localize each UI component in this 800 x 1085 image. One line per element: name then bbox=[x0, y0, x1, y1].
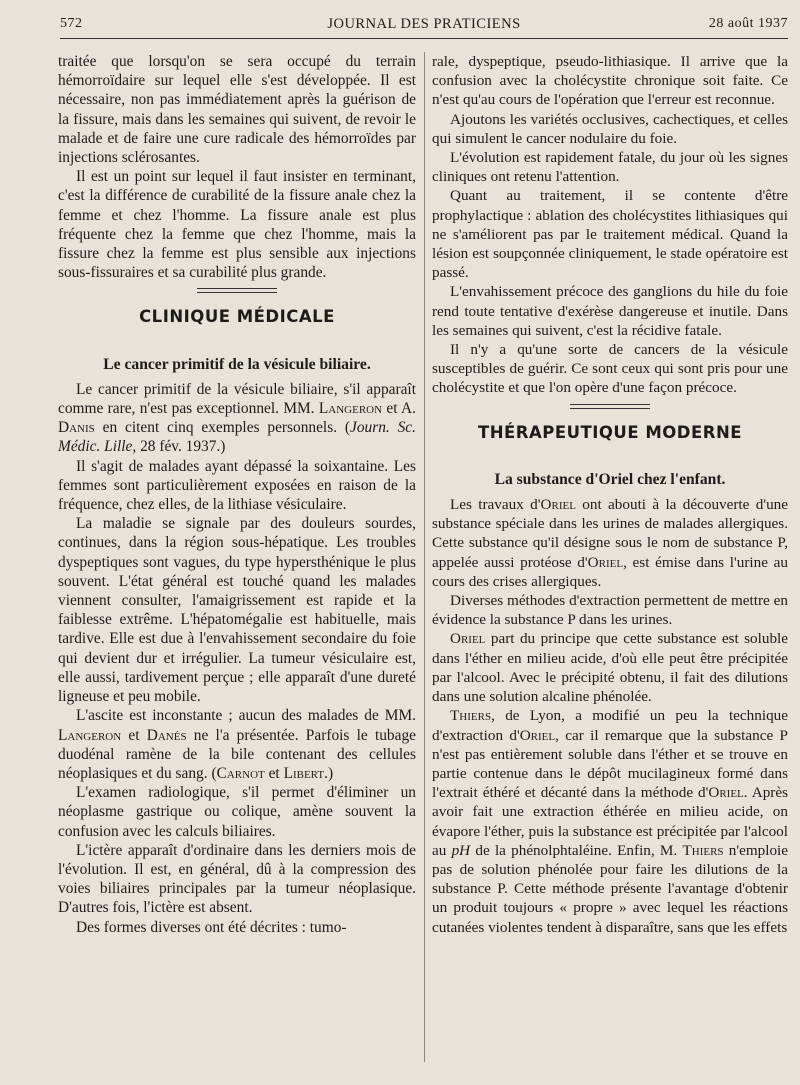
paragraph: Quant au traitement, il se contente d'être prophylactique : ablation des cholécystites lithiasiques qui ne s'améliorent pas par le traitement médical. Quand la lésion est soupçonnée cliniquement, le stade opératoire est passé. bbox=[432, 187, 788, 282]
author-name: Oriel bbox=[519, 726, 556, 744]
paragraph: Il n'y a qu'une sorte de cancers de la vésicule susceptibles de guérir. Ce sont ceux qui sont pris pour une cholécystite et que l'on opère d'une façon précoce. bbox=[432, 341, 788, 397]
author-name: Oriel bbox=[708, 784, 744, 802]
article-title-cancer: Le cancer primitif de la vésicule biliaire. bbox=[103, 355, 371, 373]
left-column bbox=[58, 52, 416, 937]
paragraph: La maladie se signale par des douleurs sourdes, continues, dans la région sous-hépatique. Les troubles dyspeptiques sont vagues, du type hypersthénique le plus souvent. L'état général est touché quand les malades viennent consulter, l'amaigrissement est rapide et la faiblesse extrême. L'hépatomégalie est habituelle, mais tardive. Elle est due à l'envahissement secondaire du foie qui devient dur et irrégulier. La tumeur vésiculaire est, elle aussi, tardivement perçue ; elle apparaît d'une dureté ligneuse et peu mobile. bbox=[58, 515, 416, 706]
paragraph: Ajoutons les variétés occlusives, cachectiques, et celles qui simulent le cancer nodulaire du foie. bbox=[432, 110, 788, 147]
section-title-clinique: CLINIQUE MÉDICALE bbox=[139, 307, 335, 327]
separator-rule bbox=[570, 404, 650, 409]
paragraph: Il s'agit de malades ayant dépassé la soixantaine. Les femmes sont particulièrement exposées en raison de la fréquence, chez elles, de la lithiase vésiculaire. bbox=[58, 457, 416, 514]
journal-citation: Journ. Sc. Médic. Lille, bbox=[58, 419, 416, 456]
paragraph: rale, dyspeptique, pseudo-lithiasique. Il arrive que la confusion avec la cholécystite chronique soit faite. Ce n'est qu'au cours de l'opération que l'erreur est reconnue. bbox=[432, 53, 788, 109]
paragraph: L'envahissement précoce des ganglions du hile du foie rend toute tentative d'exérèse dangereuse et inutile. Dans les semaines qui suivent, c'est la récidive fatale. bbox=[432, 283, 788, 339]
author-name: Langeron bbox=[318, 400, 383, 418]
author-name: Oriel bbox=[450, 630, 486, 648]
separator-rule bbox=[197, 288, 277, 293]
paragraph: Des formes diverses ont été décrites : tumo- bbox=[76, 918, 347, 936]
ph-symbol: pH bbox=[451, 841, 471, 859]
author-name: Oriel bbox=[587, 553, 624, 571]
paragraph: L'évolution est rapidement fatale, du jour où les signes cliniques ont retenu l'attention. bbox=[432, 149, 788, 186]
paragraph: Les travaux d'Oriel ont abouti à la découverte d'une substance spéciale dans les urines de malades allergiques. Cette substance qu'il désigne sous le nom de substance P, appelée aussi protéose d'Oriel, est émise dans l'urine au cours des crises allergiques. bbox=[432, 496, 788, 590]
author-name: Langeron bbox=[58, 726, 122, 744]
paragraph: Oriel part du principe que cette substance est soluble dans l'éther en milieu acide, d'où elle peut être précipitée par l'alcool. Avec le précipité obtenu, il fait des dilutions dans une solution alcaline phénolée. bbox=[432, 630, 789, 706]
column-divider bbox=[424, 52, 425, 1062]
issue-date: 28 août 1937 bbox=[708, 16, 788, 31]
paragraph: traitée que lorsqu'on se sera occupé du terrain hémorroïdaire sur lequel elle s'est développée. Il est nécessaire, non pas immédiatement après la guérison de la fissure, mais dans les semaines qui suivent, de revoir le malade et de faire une cure radicale des hémorroïdes par injections sclérosantes. bbox=[58, 53, 416, 167]
right-column bbox=[432, 52, 788, 937]
paragraph: Thiers, de Lyon, a modifié un peu la technique d'extraction d'Oriel, car il remarque que la substance P n'est pas entièrement soluble dans l'éther et se trouve en partie contenue dans le dépôt mucilagineux formé dans l'extrait éthéré et décanté dans la méthode d'Oriel. Après avoir fait une extraction éthérée en milieu acide, on évapore l'éther, puis la substance est précipitée par l'alcool au pH de la phénolphtaléine. Enfin, M. Thiers n'emploie pas de solution phénolée pour faire les dilutions de la substance P. Cette méthode présente l'avantage d'obtenir un produit toujours « propre » avec lequel les réactions cutanées violentes tendent à disparaître, sans que les effets bbox=[432, 707, 789, 936]
paragraph: Il est un point sur lequel il faut insister en terminant, c'est la différence de curabilité de la fissure anale chez la femme et chez l'homme. La fissure anale est plus fréquente chez la femme que chez l'homme, mais la fissure chez la femme est plus sensible aux injections sous-fissuraires et sa curabilité plus grande. bbox=[58, 168, 416, 282]
paragraph: L'examen radiologique, s'il permet d'éliminer un néoplasme gastrique ou colique, amène souvent la confusion avec les calculs biliaires. bbox=[58, 784, 416, 840]
author-name: Thiers bbox=[682, 841, 724, 859]
page-header bbox=[60, 14, 788, 39]
article-title-oriel: La substance d'Oriel chez l'enfant. bbox=[494, 470, 726, 488]
paragraph: Le cancer primitif de la vésicule biliaire, s'il apparaît comme rare, n'est pas exceptionnel. MM. Langeron et A. Danis en citent cinq exemples personnels. (Journ. Sc. Médic. Lille, 28 fév. 1937.) bbox=[58, 380, 416, 456]
paragraph: Diverses méthodes d'extraction permettent de mettre en évidence la substance P dans les urines. bbox=[432, 592, 788, 629]
author-name: Danés bbox=[146, 726, 187, 744]
author-name: Libert bbox=[283, 764, 325, 782]
section-title-therapeutique: THÉRAPEUTIQUE MODERNE bbox=[477, 422, 743, 442]
page-number: 572 bbox=[60, 16, 83, 31]
author-name: Oriel bbox=[540, 496, 576, 514]
author-name: Thiers bbox=[450, 707, 492, 725]
author-name: Danis bbox=[58, 419, 95, 437]
journal-title: JOURNAL DES PRATICIENS bbox=[327, 16, 521, 32]
author-name: Carnot bbox=[216, 764, 265, 782]
paragraph: L'ictère apparaît d'ordinaire dans les derniers mois de l'évolution. Il est, en général, dû à la compression des voies biliaires principales par la tumeur néoplasique. D'autres fois, l'ictère est absent. bbox=[58, 841, 416, 917]
paragraph: L'ascite est inconstante ; aucun des malades de MM. Langeron et Danés ne l'a présentée. Parfois le tubage duodénal ramène de la bile contenant des cellules néoplasiques et du sang. (Carnot et Libert.) bbox=[58, 707, 416, 782]
